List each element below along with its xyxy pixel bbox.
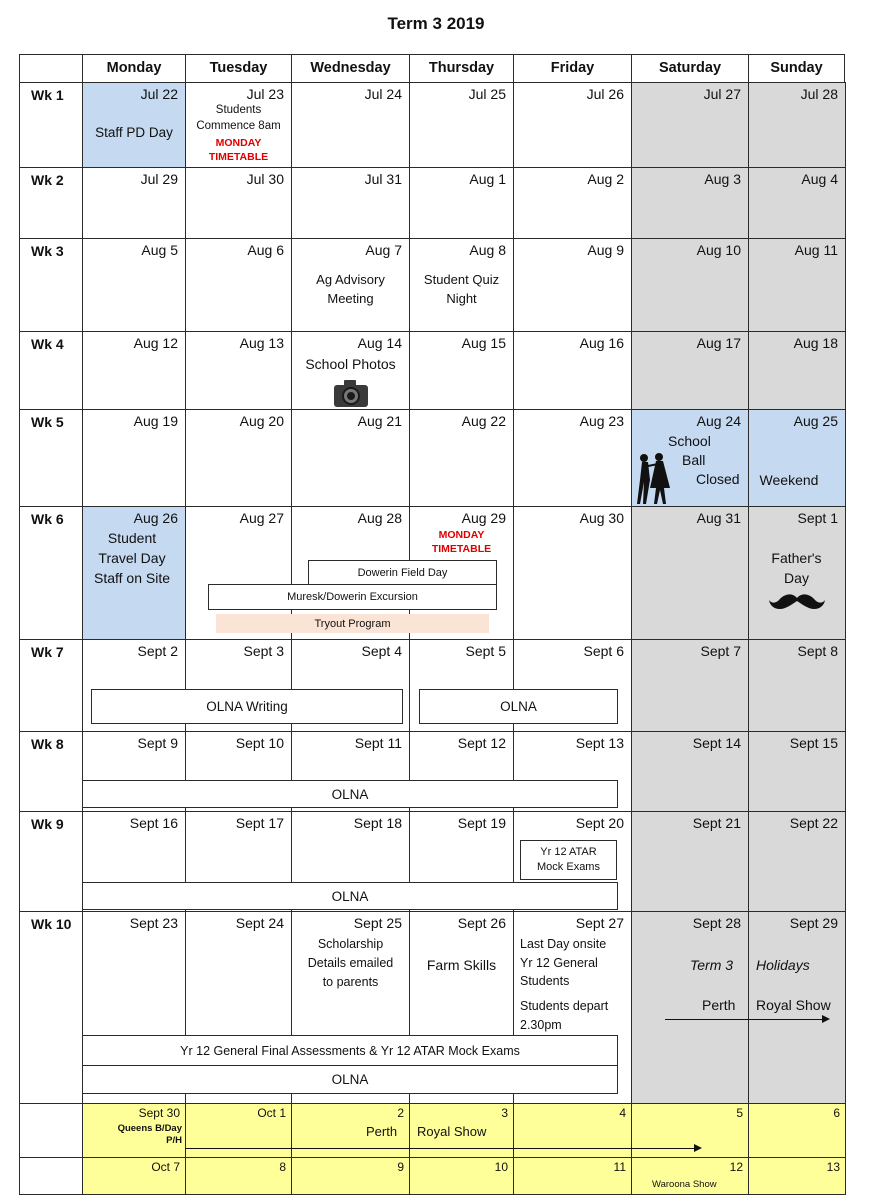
day-cell <box>748 167 846 239</box>
week-label-text: Wk 7 <box>31 644 64 660</box>
day-date: 10 <box>494 1160 508 1174</box>
day-date: Aug 15 <box>461 335 506 351</box>
ball-line3: Closed <box>696 471 740 487</box>
timetable-text: TIMETABLE <box>431 543 492 555</box>
day-date: 13 <box>826 1160 840 1174</box>
ag-advisory-line1: Ag Advisory <box>316 272 385 287</box>
event-farm-skills: Farm Skills <box>426 957 497 973</box>
day-cell <box>631 331 749 410</box>
day-cell <box>748 811 846 912</box>
day-date: Sept 13 <box>575 735 624 751</box>
event-queens-bday <box>82 1123 182 1147</box>
event-staff-pd: Staff PD Day <box>95 125 173 140</box>
day-date: Aug 20 <box>239 413 284 429</box>
event-ag-advisory <box>291 270 410 308</box>
day-date: Aug 28 <box>357 510 402 526</box>
day-cell <box>748 731 846 812</box>
week-label-text: Wk 10 <box>31 916 72 932</box>
week-label-text <box>20 1158 82 1162</box>
day-date: Aug 18 <box>793 335 838 351</box>
day-date: Jul 27 <box>703 86 741 102</box>
day-date: 4 <box>619 1106 626 1120</box>
day-date: 6 <box>833 1106 840 1120</box>
day-date: Aug 2 <box>587 171 624 187</box>
day-cell <box>185 409 292 507</box>
day-date: Sept 22 <box>789 815 838 831</box>
day-date: Aug 29 <box>461 510 506 526</box>
week-label-text: Wk 5 <box>31 414 64 430</box>
day-cell <box>748 331 846 410</box>
day-cell <box>185 331 292 410</box>
depart-line1: Students depart <box>520 999 609 1013</box>
day-date: Sept 30 <box>138 1106 180 1120</box>
day-date: Oct 7 <box>151 1160 180 1174</box>
day-date: Jul 23 <box>246 86 284 102</box>
day-cell <box>82 1157 186 1195</box>
day-cell <box>631 506 749 640</box>
header-saturday: Saturday <box>631 54 749 83</box>
day-date: Sept 26 <box>457 915 506 931</box>
day-date: Sept 3 <box>243 643 284 659</box>
header-tuesday: Tuesday <box>185 54 292 83</box>
day-cell <box>82 238 186 332</box>
day-cell <box>631 1103 749 1158</box>
day-date: Jul 22 <box>140 86 178 102</box>
travel-line3: Staff on Site <box>93 570 170 586</box>
day-date: Sept 12 <box>457 735 506 751</box>
header-monday: Monday <box>82 54 186 83</box>
quiz-line1: Student Quiz <box>423 272 500 287</box>
header-wednesday: Wednesday <box>291 54 410 83</box>
monday-text: MONDAY <box>438 529 485 541</box>
day-date: Aug 21 <box>357 413 402 429</box>
week-label <box>19 1157 83 1195</box>
day-date: Aug 9 <box>587 242 624 258</box>
day-cell <box>409 409 514 507</box>
day-date: Sept 6 <box>583 643 624 659</box>
week-label <box>19 167 83 239</box>
day-cell <box>748 1103 846 1158</box>
depart-line2: 2.30pm <box>520 1018 562 1032</box>
week-label-text <box>20 1104 82 1108</box>
monday-text: MONDAY <box>215 137 262 149</box>
day-cell <box>513 238 632 332</box>
week-label <box>19 82 83 168</box>
day-date: Jul 26 <box>586 86 624 102</box>
week-label <box>19 331 83 410</box>
day-date: 11 <box>613 1160 626 1174</box>
day-date: Sept 24 <box>235 915 284 931</box>
queens-line2: P/H <box>166 1135 182 1146</box>
week-label-text: Wk 8 <box>31 736 64 752</box>
event-bar-olna-wk7: OLNA <box>419 689 618 724</box>
event-royal-show-holiday: Royal Show <box>417 1124 487 1139</box>
day-date: Sept 27 <box>575 915 624 931</box>
event-bar-olna-wk8: OLNA <box>82 780 618 808</box>
day-date: Sept 23 <box>129 915 178 931</box>
scholarship-line1: Scholarship <box>317 937 384 951</box>
week-label-text: Wk 2 <box>31 172 64 188</box>
day-date: 8 <box>279 1160 286 1174</box>
day-date: Jul 31 <box>364 171 402 187</box>
camera-icon <box>333 378 369 408</box>
fathers-line1: Father's <box>771 550 822 566</box>
header-thursday: Thursday <box>409 54 514 83</box>
week-label-text: Wk 9 <box>31 816 64 832</box>
ball-line1: School <box>668 433 711 449</box>
last-day-line1: Last Day onsite <box>520 937 607 951</box>
week-label-text: Wk 4 <box>31 336 64 352</box>
day-date: Aug 19 <box>133 413 178 429</box>
event-last-day <box>520 935 606 991</box>
event-bar-olna-writing: OLNA Writing <box>91 689 403 724</box>
day-cell <box>82 167 186 239</box>
day-date: Jul 25 <box>468 86 506 102</box>
event-monday-timetable-wk1 <box>185 136 292 164</box>
event-student-travel <box>82 528 182 588</box>
day-cell <box>409 331 514 410</box>
day-date: Aug 14 <box>357 335 402 351</box>
day-date: Sept 18 <box>353 815 402 831</box>
moustache-icon <box>768 590 826 612</box>
day-cell <box>185 1157 292 1195</box>
event-student-quiz <box>409 270 514 308</box>
event-perth: Perth <box>702 997 736 1013</box>
event-bar-olna-wk10: OLNA <box>82 1065 618 1094</box>
day-date: Sept 19 <box>457 815 506 831</box>
week-label-text: Wk 6 <box>31 511 64 527</box>
day-cell <box>185 238 292 332</box>
day-date: Sept 20 <box>575 815 624 831</box>
travel-line1: Student <box>107 530 157 546</box>
day-cell <box>513 506 632 640</box>
day-date: 9 <box>397 1160 404 1174</box>
day-date: Sept 15 <box>789 735 838 751</box>
day-date: 3 <box>501 1106 508 1120</box>
day-date: 5 <box>736 1106 743 1120</box>
week-label <box>19 1103 83 1158</box>
week-label <box>19 409 83 507</box>
week-label-text: Wk 3 <box>31 243 64 259</box>
day-date: Aug 1 <box>469 171 506 187</box>
last-day-line2: Yr 12 General <box>520 955 598 970</box>
day-cell <box>185 1103 292 1158</box>
event-term3: Term 3 <box>690 957 734 973</box>
day-cell <box>631 167 749 239</box>
event-bar-final-assessments: Yr 12 General Final Assessments & Yr 12 ATAR Mock Exams <box>82 1035 618 1066</box>
atar-line2: Mock Exams <box>537 861 600 873</box>
day-date: 12 <box>729 1160 743 1174</box>
event-bar-yr12-atar <box>520 840 617 880</box>
day-date: Sept 17 <box>235 815 284 831</box>
day-date: Aug 23 <box>579 413 624 429</box>
event-students-commence-line2: Commence 8am <box>196 120 281 132</box>
day-date: Aug 25 <box>793 413 838 429</box>
day-cell <box>748 409 846 507</box>
day-cell <box>631 811 749 912</box>
ball-line2: Ball <box>682 452 706 468</box>
royal-show-holiday-arrow <box>185 1148 700 1149</box>
day-date: Aug 31 <box>696 510 741 526</box>
day-date: 2 <box>397 1106 404 1120</box>
day-date: Sept 8 <box>797 643 838 659</box>
day-date: Aug 11 <box>794 242 838 258</box>
day-cell <box>513 409 632 507</box>
day-date: Sept 10 <box>235 735 284 751</box>
day-date: Sept 21 <box>692 815 741 831</box>
day-cell <box>513 1157 632 1195</box>
event-perth-holiday: Perth <box>366 1124 398 1139</box>
day-cell <box>513 82 632 168</box>
day-date: Aug 13 <box>239 335 284 351</box>
day-cell <box>409 82 514 168</box>
day-cell <box>748 639 846 732</box>
day-cell <box>748 238 846 332</box>
ag-advisory-line2: Meeting <box>327 291 374 306</box>
day-date: Aug 17 <box>696 335 741 351</box>
day-date: Sept 9 <box>137 735 178 751</box>
day-date: Jul 29 <box>140 171 178 187</box>
day-cell <box>291 82 410 168</box>
event-scholarship <box>291 935 410 992</box>
day-cell <box>185 167 292 239</box>
day-date: Aug 22 <box>461 413 506 429</box>
day-date: Aug 7 <box>365 242 402 258</box>
scholarship-line2: Details emailed <box>307 956 394 970</box>
day-cell <box>513 167 632 239</box>
event-monday-timetable-wk6 <box>409 528 514 556</box>
day-cell <box>291 409 410 507</box>
day-date: Jul 24 <box>364 86 402 102</box>
fathers-line2: Day <box>784 570 809 586</box>
royal-show-arrow <box>665 1019 828 1020</box>
event-students-commence-line1: Students <box>215 104 262 116</box>
day-date: Sept 14 <box>692 735 741 751</box>
event-royal-show: Royal Show <box>756 997 831 1013</box>
travel-line2: Travel Day <box>98 550 166 566</box>
week-label <box>19 811 83 912</box>
event-holidays: Holidays <box>756 957 810 973</box>
day-date: Sept 29 <box>789 915 838 931</box>
event-bar-olna-wk9: OLNA <box>82 882 618 910</box>
day-cell <box>748 82 846 168</box>
day-cell <box>291 1157 410 1195</box>
week-label <box>19 506 83 640</box>
scholarship-line3: to parents <box>322 975 379 989</box>
week-label <box>19 238 83 332</box>
event-bar-muresk-excursion: Muresk/Dowerin Excursion <box>208 584 497 610</box>
day-date: Jul 28 <box>800 86 838 102</box>
day-date: Sept 5 <box>465 643 506 659</box>
week-label <box>19 731 83 812</box>
day-date: Jul 30 <box>246 171 284 187</box>
day-date: Aug 26 <box>133 510 178 526</box>
day-date: Aug 8 <box>469 242 506 258</box>
day-date: Aug 30 <box>579 510 624 526</box>
atar-line1: Yr 12 ATAR <box>540 846 597 858</box>
dancers-icon <box>634 452 672 506</box>
day-date: Aug 4 <box>801 171 838 187</box>
event-bar-tryout-program: Tryout Program <box>216 614 489 633</box>
day-date: Sept 25 <box>353 915 402 931</box>
day-date: Aug 24 <box>696 413 741 429</box>
day-cell <box>631 82 749 168</box>
week-label-text: Wk 1 <box>31 87 64 103</box>
day-date: Sept 2 <box>137 643 178 659</box>
header-sunday: Sunday <box>748 54 845 83</box>
day-cell <box>409 1157 514 1195</box>
day-date: Sept 16 <box>129 815 178 831</box>
day-date: Sept 1 <box>797 510 838 526</box>
event-students-commence <box>185 102 292 134</box>
day-cell <box>513 331 632 410</box>
header-friday: Friday <box>513 54 632 83</box>
day-date: Sept 4 <box>361 643 402 659</box>
day-cell <box>82 409 186 507</box>
timetable-text: TIMETABLE <box>208 151 269 163</box>
day-date: Aug 5 <box>141 242 178 258</box>
day-date: Aug 27 <box>239 510 284 526</box>
week-label <box>19 911 83 1104</box>
day-date: Sept 7 <box>700 643 741 659</box>
day-cell <box>291 167 410 239</box>
day-date: Aug 3 <box>704 171 741 187</box>
day-cell <box>631 238 749 332</box>
day-cell <box>748 1157 846 1195</box>
day-date: Sept 11 <box>354 735 402 751</box>
calendar-title: Term 3 2019 <box>387 14 485 33</box>
day-cell <box>631 639 749 732</box>
week-label <box>19 639 83 732</box>
day-cell <box>513 1103 632 1158</box>
event-waroona-show: Waroona Show <box>652 1179 717 1190</box>
quiz-line2: Night <box>446 291 477 306</box>
event-students-depart <box>520 997 608 1035</box>
event-fathers-day <box>748 548 845 588</box>
day-date: Aug 10 <box>696 242 741 258</box>
event-school-photos: School Photos <box>305 356 396 372</box>
day-date: Aug 6 <box>247 242 284 258</box>
event-weekend: Weekend <box>759 472 819 488</box>
queens-line1: Queens B/Day <box>117 1123 182 1134</box>
day-cell <box>409 167 514 239</box>
day-date: Aug 12 <box>133 335 178 351</box>
day-date: Oct 1 <box>257 1106 286 1120</box>
header-corner <box>19 54 83 83</box>
day-date: Aug 16 <box>579 335 624 351</box>
last-day-line3: Students <box>520 974 570 988</box>
event-bar-dowerin-field-day: Dowerin Field Day <box>308 560 497 585</box>
day-date: Sept 28 <box>692 915 741 931</box>
day-cell <box>631 731 749 812</box>
day-cell <box>82 331 186 410</box>
